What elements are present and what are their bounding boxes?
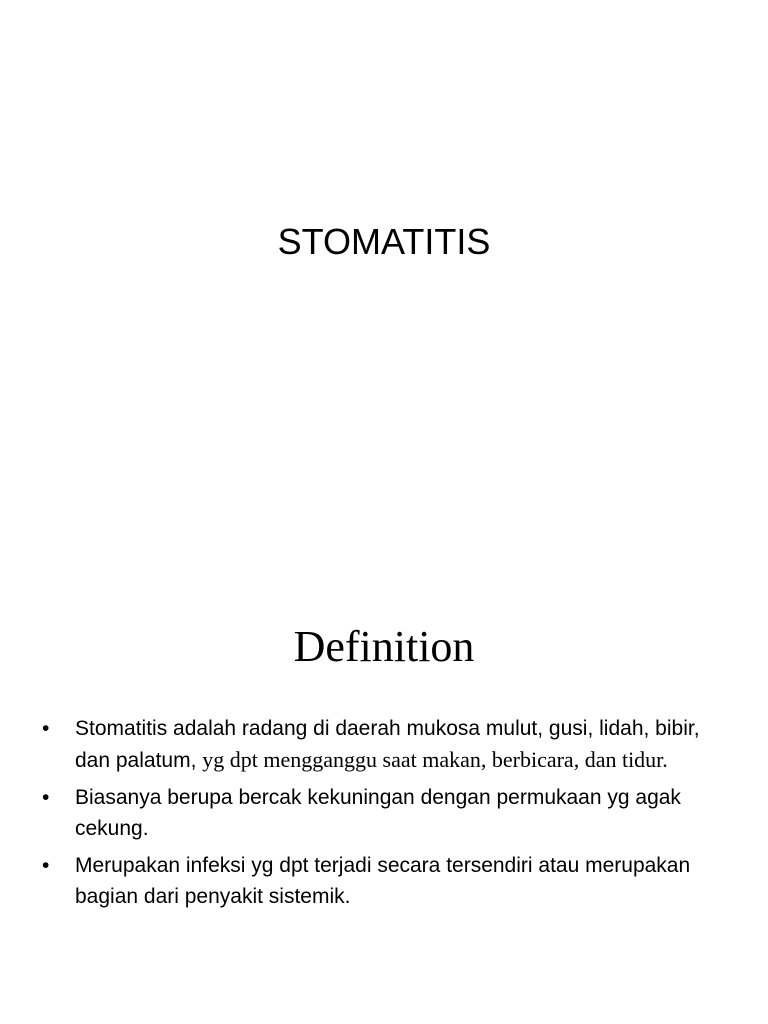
bullet-text: Stomatitis adalah radang di daerah mukosa mulut, gusi, lidah, bibir, dan palatum, bbox=[75, 717, 700, 772]
definition-heading: Definition bbox=[293, 622, 475, 671]
bullet-text: Biasanya berupa bercak kekuningan dengan permukaan yg agak cekung. bbox=[75, 786, 681, 840]
bullet-item bbox=[42, 713, 732, 776]
definition-bullet-list bbox=[42, 713, 732, 918]
bullet-text-serif: yg dpt mengganggu saat makan, berbicara, dan tidur. bbox=[202, 747, 668, 772]
bullet-text: Merupakan infeksi yg dpt terjadi secara tersendiri atau merupakan bagian dari penyakit sistemik. bbox=[75, 854, 691, 908]
bullet-dot: • bbox=[42, 717, 50, 740]
bullet-dot: • bbox=[42, 786, 50, 809]
bullet-item bbox=[42, 782, 732, 844]
bullet-dot: • bbox=[42, 854, 50, 877]
slide-title: STOMATITIS bbox=[277, 221, 491, 262]
bullet-item bbox=[42, 850, 732, 912]
